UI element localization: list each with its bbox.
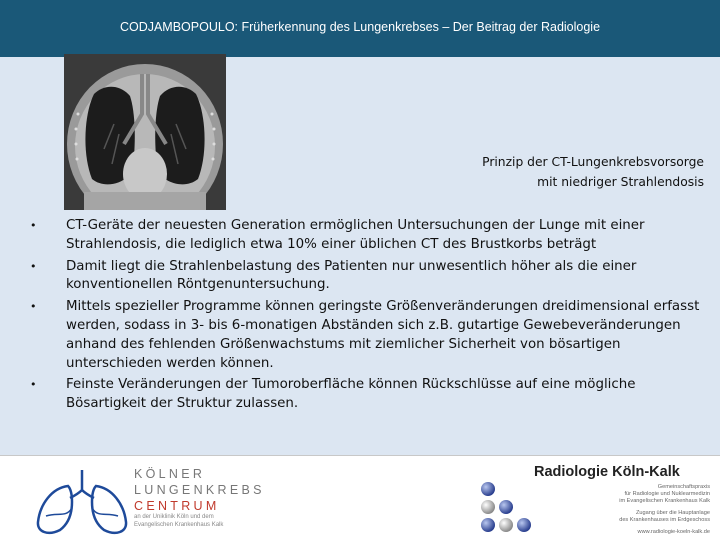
- logo-sub-1: an der Uniklinik Köln und dem: [134, 514, 214, 520]
- caption-line-1: Prinzip der CT-Lungenkrebsvorsorge: [482, 155, 704, 169]
- list-item: • Mittels spezieller Programme können geringste Größenveränderungen dreidimensional erfasst werden, sodass in 3- bis 6-monatigen Abständen sich z.B. gutartige Gewebeveränderungen anhand des fehlenden Größenwachstums mit ziemlicher Sicherheit von bösartigen unterschieden werden können.: [30, 299, 700, 371]
- logo-line-lungenkrebs: LUNGENKREBS: [134, 483, 265, 497]
- radiologie-logo-title: Radiologie Köln-Kalk: [534, 464, 680, 480]
- caption-line-2: mit niedriger Strahlendosis: [537, 175, 704, 189]
- radiologie-spheres-icon: [478, 481, 538, 539]
- bullet-list: [30, 217, 702, 414]
- list-item: • CT-Geräte der neuesten Generation ermöglichen Untersuchungen der Lunge mit einer Strahlendosis, die lediglich etwa 10% einer üblichen CT des Brustkorbs beträgt: [30, 218, 645, 252]
- bullet-icon: •: [30, 259, 37, 273]
- image-caption: [404, 152, 704, 192]
- bullet-icon: •: [30, 219, 37, 232]
- slide-title: CODJAMBOPOULO: Früherkennung des Lungenkrebses – Der Beitrag der Radiologie: [119, 20, 601, 34]
- lungenkrebs-centrum-logo: [134, 466, 265, 529]
- logo-line-centrum: CENTRUM: [134, 499, 220, 513]
- footer-logos: [0, 455, 720, 541]
- logo-line-koelner: KÖLNER: [134, 467, 206, 481]
- ct-lung-image: [64, 54, 226, 210]
- logo-sub-2: Evangelischen Krankenhaus Kalk: [134, 521, 224, 528]
- bullet-icon: •: [30, 378, 37, 392]
- list-item: • Damit liegt die Strahlenbelastung des Patienten nur unwesentlich höher als die einer konventionellen Röntgenuntersuchung.: [30, 258, 637, 293]
- slide-title-bar: [0, 0, 720, 57]
- list-item: • Feinste Veränderungen der Tumoroberfläche können Rückschlüsse auf eine mögliche Bösartigkeit der Struktur zulassen.: [30, 377, 636, 412]
- radiologie-logo-text: Gemeinschaftspraxis für Radiologie und Nuklearmedizin im Evangelischen Krankenhaus Kalk Zugang über die Hauptanlage des Krankenhauses im Erdgeschoss www.radiologie-koeln-kalk.de: [619, 484, 710, 535]
- ct-scan-graphic: [64, 54, 226, 210]
- lung-logo-icon: [32, 464, 132, 538]
- bullet-icon: •: [30, 300, 37, 314]
